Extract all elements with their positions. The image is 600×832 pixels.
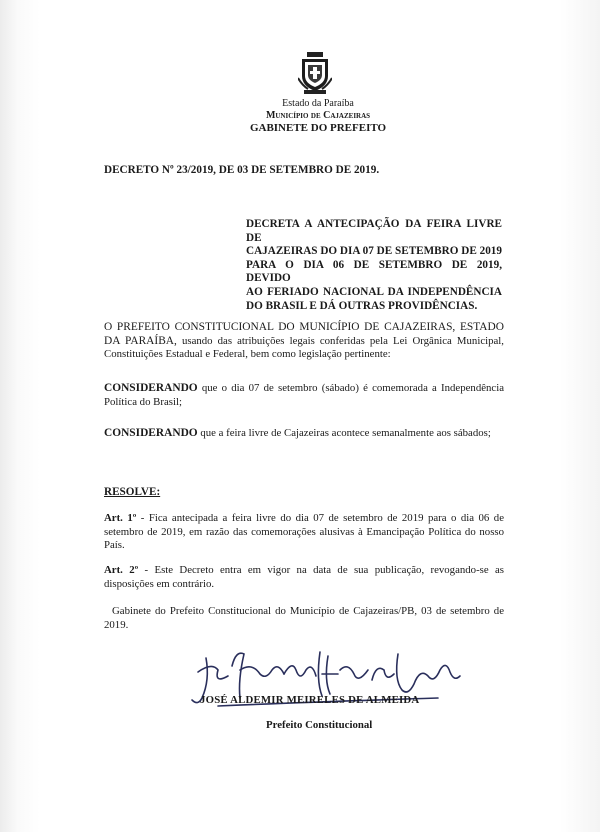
summary-line: PARA O DIA 06 DE SETEMBRO DE 2019, DEVIDO (246, 258, 502, 285)
article-text: - Este Decreto entra em vigor na data de sua publicação, revogando-se as disposições em contrário. (104, 564, 505, 590)
article-1 (104, 512, 504, 553)
considerando-paragraph-1 (104, 382, 504, 409)
handwritten-signature (188, 640, 468, 720)
considerando-label: CONSIDERANDO (104, 427, 198, 439)
municipality-heading: Município de Cajazeiras (265, 110, 371, 121)
summary-line: CAJAZEIRAS DO DIA 07 DE SETEMBRO DE 2019 (246, 245, 502, 258)
considerando-text: que o dia 07 de setembro (sábado) é comemorada a Independência Política do Brasil; (104, 382, 504, 408)
summary-line: AO FERIADO NACIONAL DA INDEPENDÊNCIA (246, 285, 502, 298)
coat-of-arms-icon (298, 52, 332, 94)
intro-text: usando das atribuições legais conferidas pela Lei Orgânica Municipal, Constituições Estadual e Federal, bem como legislação pertinente: (104, 334, 504, 361)
intro-caps: O PREFEITO CONSTITUCIONAL DO MUNICÍPIO DE CAJAZEIRAS, ESTADO DA PARAÍBA, (104, 321, 504, 347)
considerando-paragraph-2 (104, 427, 504, 441)
office-heading: GABINETE DO PREFEITO (249, 122, 387, 134)
article-label: Art. 2º (104, 564, 139, 576)
resolve-heading: RESOLVE: (104, 486, 161, 498)
closing-paragraph (104, 605, 504, 632)
considerando-label: CONSIDERANDO (104, 382, 198, 394)
state-heading: Estado da Paraíba (282, 98, 354, 109)
article-label: Art. 1º (104, 512, 137, 524)
decree-title: DECRETO Nº 23/2019, DE 03 DE SETEMBRO DE 2019. (104, 164, 380, 176)
signatory-name: JOSÉ ALDEMIR MEIRELES DE ALMEIDA (200, 694, 420, 706)
decree-summary (246, 218, 502, 313)
closing-text: Gabinete do Prefeito Constitucional do Município de Cajazeiras/PB, 03 de setembro de 2019. (104, 605, 504, 631)
article-text: - Fica antecipada a feira livre do dia 07 de setembro de 2019 para o dia 06 de setembro de 2019, em razão das comemorações alusivas à Emancipação Política do nosso País. (104, 512, 504, 552)
signatory-role: Prefeito Constitucional (266, 719, 373, 731)
summary-line: DO BRASIL E DÁ OUTRAS PROVIDÊNCIAS. (246, 299, 478, 312)
intro-paragraph (104, 321, 504, 362)
article-2 (104, 564, 504, 591)
summary-line: DECRETA A ANTECIPAÇÃO DA FEIRA LIVRE DE (246, 218, 502, 244)
considerando-text: que a feira livre de Cajazeiras acontece semanalmente aos sábados; (197, 427, 491, 439)
